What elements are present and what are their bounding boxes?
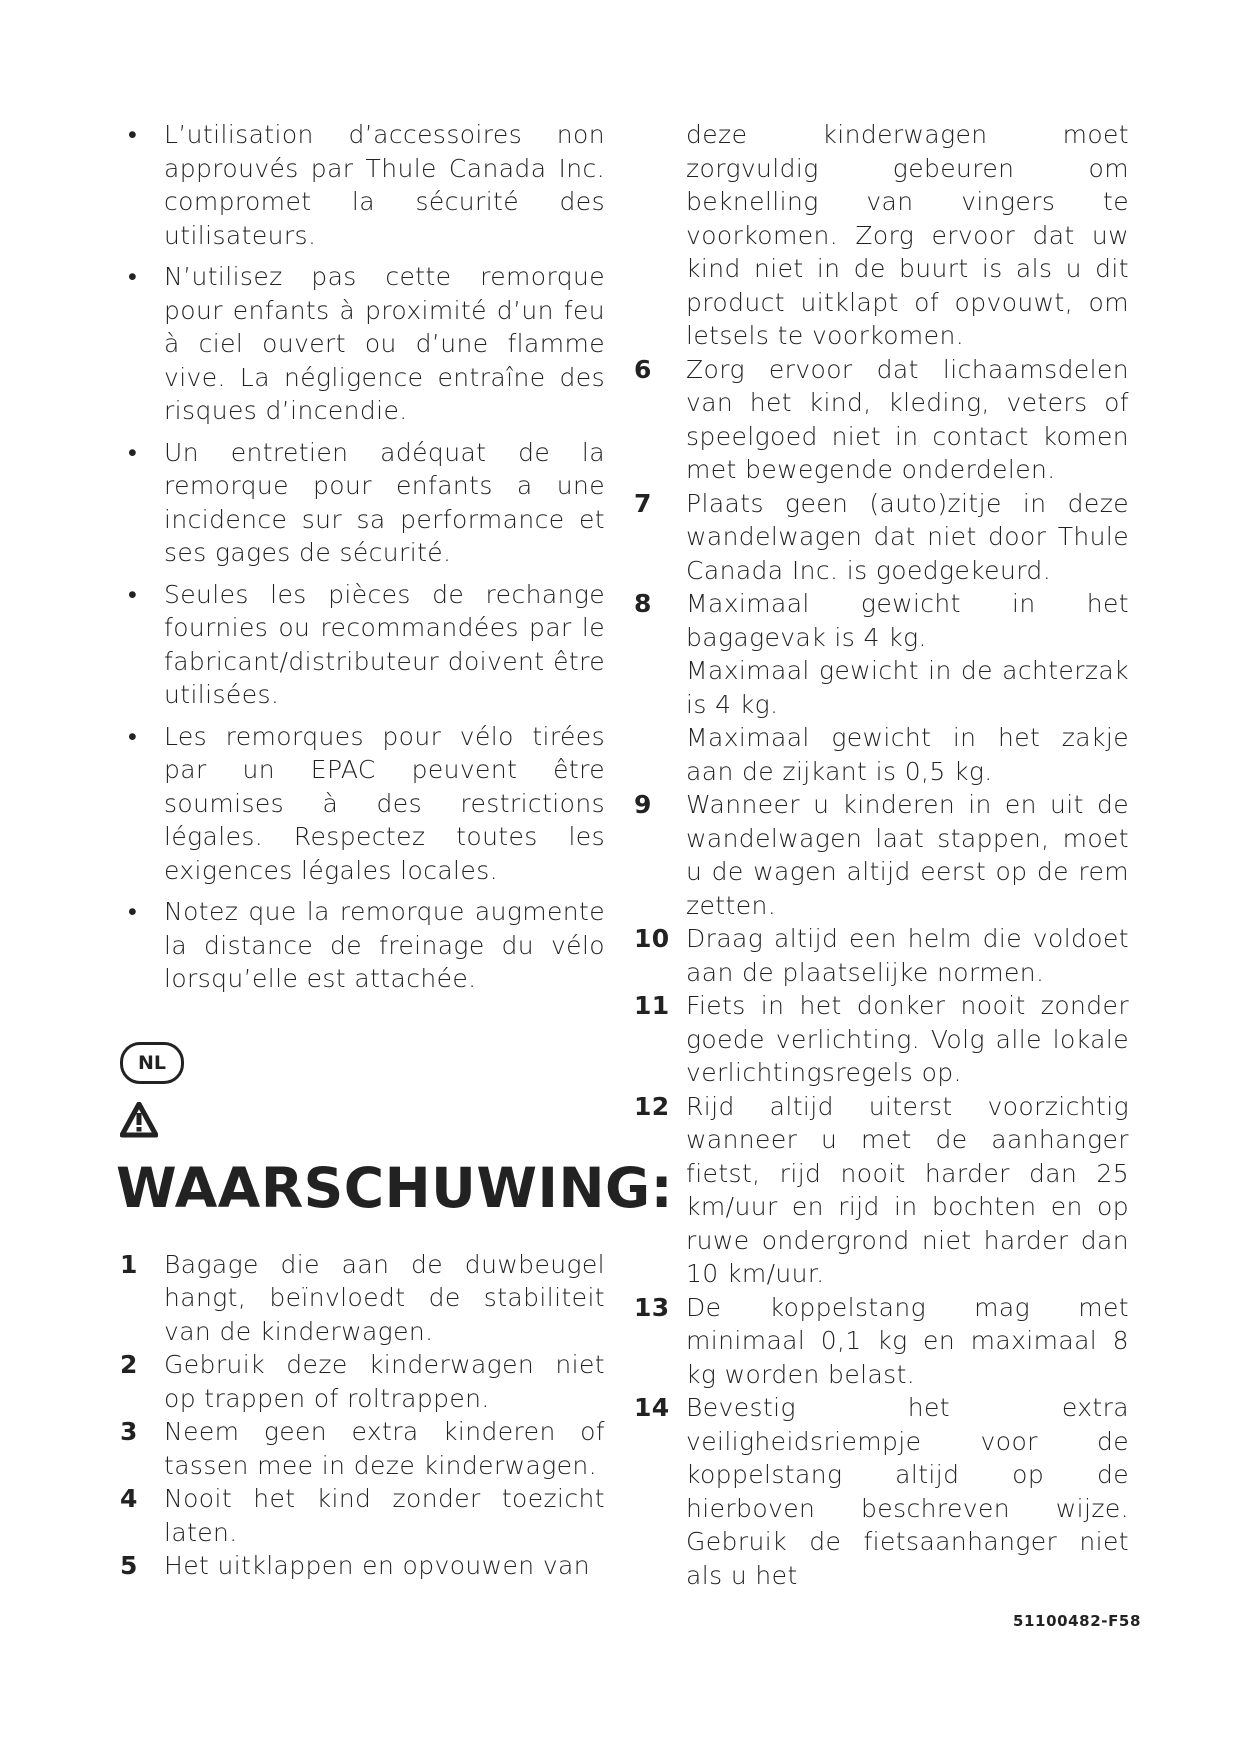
item-5-continuation: deze kinderwagen moet zorgvuldig gebeuren om beknelling van vingers te voorkomen. Zorg ervoor dat uw kind niet in de buurt is als u dit product uitklapt of opvouwt, om letsels te voorkomen.	[686, 120, 1129, 350]
item-number: 1	[120, 1249, 138, 1279]
item-number: 3	[120, 1417, 138, 1446]
list-item: • N’utilisez pas cette remorque pour enfants à proximité d’un feu à ciel ouvert ou d’une flamme vive. La négligence entraîne des risques d’incendie.	[128, 262, 605, 425]
numbered-item: 6 Zorg ervoor dat lichaamsdelen van het kind, kleding, veters of speelgoed niet in contact komen met bewegende onderdelen.	[634, 354, 1129, 484]
document-code: 51100482-F58	[1012, 1612, 1141, 1630]
language-badge: NL	[120, 1042, 184, 1084]
list-item: • Notez que la remorque augmente la distance de freinage du vélo lorsqu’elle est attachée.	[128, 897, 605, 993]
bullet-icon: •	[128, 579, 138, 609]
warning-title: WAARSCHUWING:	[116, 1155, 674, 1220]
list-item: • Seules les pièces de rechange fournies ou recommandées par le fabricant/distributeur doivent être utilisées.	[128, 579, 605, 709]
bullet-icon: •	[128, 897, 138, 926]
right-column	[634, 118, 1129, 1592]
bullet-icon: •	[128, 437, 138, 467]
numbered-item: 2 Gebruik deze kinderwagen niet op trappen of roltrappen.	[120, 1350, 605, 1413]
list-item: • L’utilisation d’accessoires non approuvés par Thule Canada Inc. compromet la sécurité des utilisateurs.	[128, 120, 605, 250]
french-warning-list	[120, 118, 605, 996]
numbered-item: 12 Rijd altijd uiterst voorzichtig wanneer u met de aanhanger fietst, rijd nooit harder dan 25 km/uur en rijd in bochten en op ruwe ondergrond niet harder dan 10 km/uur.	[634, 1091, 1129, 1288]
numbered-item: 7 Plaats geen (auto)zitje in deze wandelwagen dat niet door Thule Canada Inc. is goedgekeurd.	[634, 488, 1129, 585]
dutch-warning-list-right	[634, 353, 1129, 1593]
item-number: 12	[634, 1091, 670, 1121]
item-number: 4	[120, 1484, 138, 1513]
warning-triangle-icon	[120, 1102, 158, 1138]
list-item: • Les remorques pour vélo tirées par un EPAC peuvent être soumises à des restrictions légales. Respectez toutes les exigences légales locales.	[128, 721, 605, 885]
item-number: 11	[634, 991, 670, 1020]
bullet-icon: •	[128, 721, 138, 751]
numbered-item: 4 Nooit het kind zonder toezicht laten.	[120, 1484, 605, 1547]
numbered-item: 8 Maximaal gewicht in het bagagevak is 4 kg. Maximaal gewicht in de achterzak is 4 kg. Maximaal gewicht in het zakje aan de zijkant is 0,5 kg.	[634, 589, 1129, 786]
numbered-item: 10 Draag altijd een helm die voldoet aan de plaatselijke normen.	[634, 924, 1129, 987]
item-number: 5	[120, 1551, 138, 1580]
item-number: 13	[634, 1292, 670, 1322]
numbered-item: 1 Bagage die aan de duwbeugel hangt, beïnvloedt de stabiliteit van de kinderwagen.	[120, 1249, 605, 1346]
numbered-item: 14 Bevestig het extra veiligheidsriempje voor de koppelstang altijd op de hierboven beschreven wijze. Gebruik de fietsaanhanger niet als u het	[634, 1393, 1129, 1590]
dutch-warning-list-left	[120, 1248, 605, 1583]
item-number: 14	[634, 1393, 670, 1422]
item-number: 6	[634, 354, 652, 384]
numbered-item: 11 Fiets in het donker nooit zonder goede verlichting. Volg alle lokale verlichtingsregels op.	[634, 991, 1129, 1087]
item-number: 7	[634, 488, 652, 518]
item-number: 10	[634, 924, 670, 953]
list-item: • Un entretien adéquat de la remorque pour enfants a une incidence sur sa performance et ses gages de sécurité.	[128, 437, 605, 567]
numbered-item: 9 Wanneer u kinderen in en uit de wandelwagen laat stappen, moet u de wagen altijd eerst op de rem zetten.	[634, 790, 1129, 920]
item-number: 8	[634, 589, 652, 618]
numbered-item: 5 Het uitklappen en opvouwen van	[120, 1549, 605, 1583]
numbered-item: 3 Neem geen extra kinderen of tassen mee in deze kinderwagen.	[120, 1417, 605, 1480]
bullet-icon: •	[128, 120, 138, 149]
item-number: 9	[634, 790, 652, 819]
bullet-icon: •	[128, 262, 138, 291]
item-number: 2	[120, 1350, 138, 1379]
numbered-item: 13 De koppelstang mag met minimaal 0,1 kg en maximaal 8 kg worden belast.	[634, 1292, 1129, 1389]
